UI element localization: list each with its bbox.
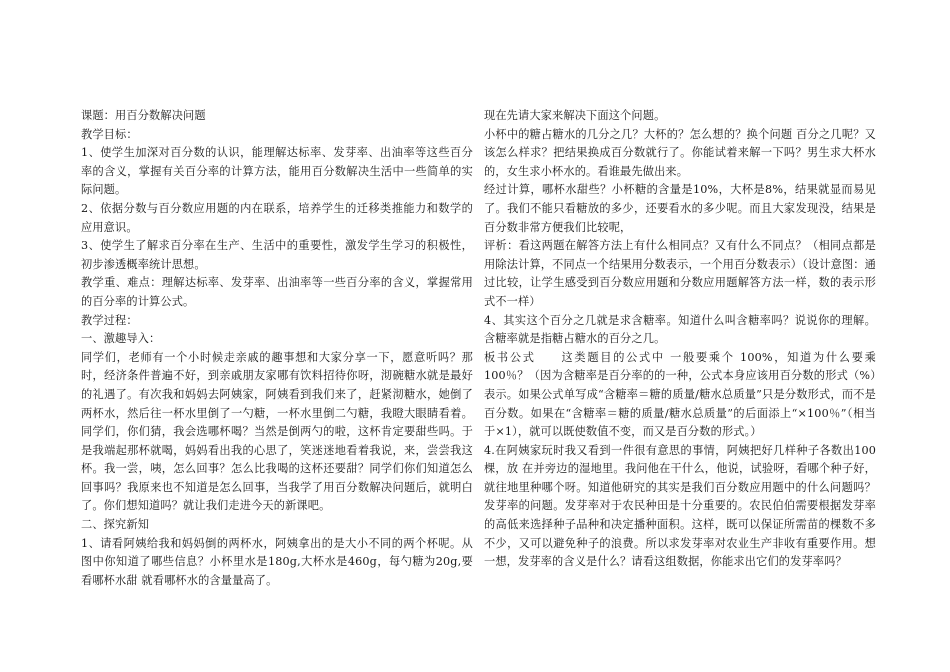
right-column — [484, 107, 876, 572]
right-paragraph: 现在先请大家来解决下面这个问题。 — [484, 109, 666, 122]
process-heading: 教学过程： — [81, 313, 138, 327]
right-paragraph: 小杯中的糖占糖水的几分之几？大杯的？怎么想的？换个问题 百分之几呢？又该怎么样求？把结果换成百分数就行了。你能试着来解一下吗？男生求大杯水的，女生求小杯水的。看谁最先做出来。 — [484, 127, 876, 178]
section-1-heading: 一、激趣导入： — [81, 332, 161, 346]
intro-story: 同学们，老师有一个小时候走亲戚的趣事想和大家分享一下，愿意听吗？那时，经济条件普遍不好，到亲戚朋友家哪有饮料招待你呀，沏碗糖水就是最好的礼遇了。有次我和妈妈去阿姨家，阿姨看到我们来了，赶紧沏糖水，她倒了两杯水，然后往一杯水里倒了一勺糖，一杯水里倒二勺糖，我瞪大眼睛看着。同学们，你们猜，我会选哪杯喝？当然是倒两勺的啦，这杯肯定要甜些吗。于是我端起那杯就喝，妈妈看出我的心思了，笑迷迷地看着我说，来，尝尝我这杯。我一尝，咦，怎么回事？怎么比我喝的这杯还要甜？同学们你们知道怎么回事吗？我原来也不知道是怎么回事，当我学了用百分数解决问题后，就明白了。你们想知道吗？就让我们走进今天的新课吧。 — [81, 350, 473, 513]
objective-2: 2、依据分数与百分数应用题的内在联系，培养学生的迁移类推能力和数学的应用意识。 — [81, 201, 473, 234]
sugar-rate-paragraph: 4、其实这个百分之几就是求含糖率。知道什么叫含糖率吗？说说你的理解。含糖率就是指糖占糖水的百分之几。 — [484, 313, 876, 346]
objectives-heading: 教学目标： — [81, 127, 138, 141]
analysis-paragraph: 评析：看这两题在解答方法上有什么相同点？又有什么不同点？（相同点都是用除法计算，不同点一个结果用分数表示，一个用百分数表示）（设计意图：通过比较，让学生感受到百分数应用题和分数应用题解答方法一样，数的表示形式不一样） — [484, 239, 876, 308]
right-paragraph: 经过计算，哪杯水甜些？小杯糖的含量是10%，大杯是8%，结果就显而易见了。我们不能只看糖放的多少，还要看水的多少呢。而且大家发现没，结果是百分数非常方便我们比较呢， — [484, 183, 876, 234]
objective-3: 3、使学生了解求百分率在生产、生活中的重要性，激发学生学习的积极性，初步渗透概率统计思想。 — [81, 239, 473, 271]
lesson-title: 课题：用百分数解决问题 — [81, 109, 206, 122]
key-points: 教学重、难点：理解达标率、发芽率、出油率等一些百分率的含义，掌握常用的百分率的计算公式。 — [81, 276, 473, 308]
explore-item-1: 1、请看阿姨给我和妈妈倒的两杯水，阿姨拿出的是大小不同的两个杯呢。从图中你知道了哪些信息？小杯里水是180g,大杯水是460g，每勺糖为20g,要看哪杯水甜 就看哪杯水的含量量高了。 — [81, 536, 473, 587]
formula-paragraph: 板书公式 这类题目的公式中 一般要乘个 100%，知道为什么要乘 100％？（因为含糖率是百分率的的一种，公式本身应该用百分数的形式（%）表示。如果公式单写成“含糖率＝糖的质量/糖水总质量”只是分数形式，而不是百分数。如果在“含糖率＝糖的质量/糖水总质量”的后面添上“×100％”（相当于×1），就可以既使数值不变，而又是百分数的形式。） — [484, 350, 876, 439]
left-column — [81, 107, 473, 590]
germination-paragraph: 4.在阿姨家玩时我又看到一件很有意思的事情，阿姨把好几样种子各数出100棵，放 在并旁边的湿地里。我问他在干什么，他说，试验呀，看哪个种子好，就往地里种哪个呀。知道他研究的其实是我们百分数应用题中的什么问题吗？发芽率的问题。发芽率对于农民种田是十分重要的。农民伯伯需要根据发芽率的高低来选择种子品种和决定播种面积。这样，既可以保证所需苗的棵数不多不少，又可以避免种子的浪费。所以求发芽率对农业生产非收有重要作用。想一想，发芽率的含义是什么？请看这组数据，你能求出它们的发芽率吗？ — [484, 443, 876, 569]
objective-1: 1、使学生加深对百分数的认识，能理解达标率、发芽率、出油率等这些百分率的含义，掌握有关百分率的计算方法，能用百分数解决生活中一些简单的实际问题。 — [81, 146, 473, 197]
section-2-heading: 二、探究新知 — [81, 518, 150, 532]
